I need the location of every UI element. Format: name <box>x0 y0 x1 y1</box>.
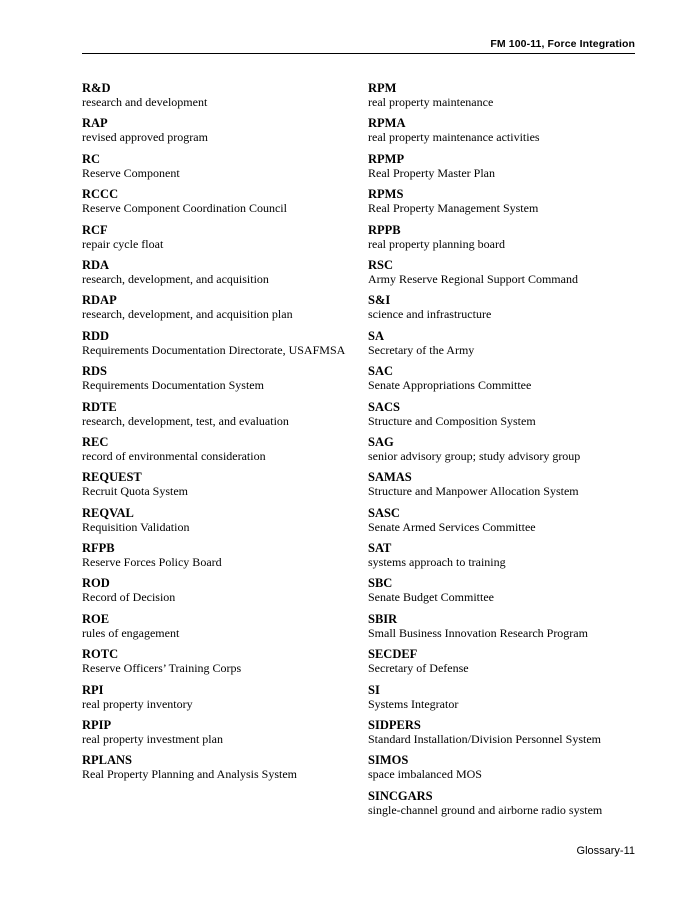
glossary-entry <box>368 647 638 682</box>
glossary-definition: real property inventory <box>82 696 193 711</box>
glossary-definition: Reserve Component <box>82 165 180 180</box>
glossary-term: SBC <box>368 576 393 591</box>
glossary-entry <box>82 718 352 753</box>
glossary-definition: research, development, test, and evaluation <box>82 413 289 428</box>
glossary-term: RDS <box>82 364 108 379</box>
glossary-entry <box>82 435 352 470</box>
glossary-entry <box>82 329 352 364</box>
glossary-definition: Recruit Quota System <box>82 484 188 499</box>
glossary-definition: real property maintenance <box>368 95 494 109</box>
glossary-entry <box>368 187 638 222</box>
glossary-term: RPPB <box>368 222 401 237</box>
glossary-definition: real property investment plan <box>82 732 223 747</box>
glossary-term: RDTE <box>82 399 117 414</box>
glossary-term: ROE <box>82 611 110 626</box>
header-rule <box>82 53 635 54</box>
glossary-definition: record of environmental consideration <box>82 448 266 463</box>
glossary-definition: Record of Decision <box>82 590 176 605</box>
glossary-entry <box>82 506 352 541</box>
glossary-definition: Secretary of the Army <box>368 342 475 357</box>
glossary-entry <box>82 152 352 187</box>
glossary-definition: Real Property Master Plan <box>368 165 495 180</box>
glossary-definition: real property planning board <box>368 236 505 251</box>
glossary-term: SAT <box>368 541 392 556</box>
glossary-entry <box>82 576 352 611</box>
glossary-entry <box>368 364 638 399</box>
glossary-definition: rules of engagement <box>82 625 180 640</box>
glossary-entry <box>82 647 352 682</box>
glossary-entry <box>368 541 638 576</box>
glossary-definition: Requisition Validation <box>82 519 190 534</box>
glossary-definition: research, development, and acquisition <box>82 271 269 286</box>
glossary-entry <box>82 223 352 258</box>
glossary-entry <box>82 753 352 788</box>
glossary-definition: Senate Armed Services Committee <box>368 519 536 534</box>
glossary-term: SA <box>368 328 384 343</box>
glossary-term: RPMA <box>368 116 406 131</box>
glossary-definition: Real Property Planning and Analysis System <box>82 767 297 782</box>
glossary-term: RDA <box>82 257 110 272</box>
glossary-entry <box>82 187 352 222</box>
glossary-term: RC <box>82 151 101 166</box>
glossary-definition: revised approved program <box>82 130 208 145</box>
glossary-entry <box>368 506 638 541</box>
page-header-title: FM 100-11, Force Integration <box>490 38 635 50</box>
glossary-term: RSC <box>368 257 394 272</box>
glossary-entry <box>368 789 638 824</box>
glossary-term: SASC <box>368 505 400 520</box>
glossary-entry <box>368 152 638 187</box>
glossary-term: ROD <box>82 576 110 591</box>
glossary-term: SBIR <box>368 611 398 626</box>
glossary-left-column <box>82 81 352 789</box>
glossary-term: RPMS <box>368 187 404 202</box>
glossary-entry <box>368 576 638 611</box>
glossary-right-column <box>368 81 638 824</box>
glossary-term: REQVAL <box>82 505 134 520</box>
glossary-term: SECDEF <box>368 647 418 662</box>
glossary-definition: Standard Installation/Division Personnel System <box>368 732 601 747</box>
glossary-definition: Systems Integrator <box>368 696 459 711</box>
glossary-definition: research and development <box>82 95 208 109</box>
glossary-term: SIDPERS <box>368 718 421 733</box>
glossary-definition: Small Business Innovation Research Program <box>368 625 588 640</box>
glossary-definition: senior advisory group; study advisory group <box>368 448 581 463</box>
glossary-entry <box>368 293 638 328</box>
glossary-entry <box>368 683 638 718</box>
glossary-term: RDAP <box>82 293 117 308</box>
glossary-entry <box>368 718 638 753</box>
glossary-term: SI <box>368 682 380 697</box>
glossary-entry <box>368 435 638 470</box>
glossary-entry <box>82 293 352 328</box>
glossary-term: REQUEST <box>82 470 142 485</box>
glossary-definition: Senate Appropriations Committee <box>368 378 532 393</box>
glossary-term: SINCGARS <box>368 788 433 803</box>
glossary-definition: systems approach to training <box>368 555 506 570</box>
glossary-entry <box>368 753 638 788</box>
glossary-term: RAP <box>82 116 108 131</box>
glossary-entry <box>82 400 352 435</box>
glossary-definition: real property maintenance activities <box>368 130 540 145</box>
glossary-entry <box>368 258 638 293</box>
glossary-entry <box>82 81 352 116</box>
glossary-term: SIMOS <box>368 753 409 768</box>
glossary-entry <box>368 116 638 151</box>
glossary-definition: Real Property Management System <box>368 201 539 216</box>
glossary-definition: repair cycle float <box>82 236 164 251</box>
glossary-entry <box>368 223 638 258</box>
glossary-term: S&I <box>368 293 391 308</box>
glossary-definition: Requirements Documentation System <box>82 378 264 393</box>
glossary-term: REC <box>82 434 109 449</box>
glossary-term: RDD <box>82 328 110 343</box>
glossary-definition: Structure and Manpower Allocation System <box>368 484 579 499</box>
glossary-term: SAG <box>368 434 394 449</box>
glossary-entry <box>82 612 352 647</box>
glossary-term: RCF <box>82 222 108 237</box>
glossary-definition: Army Reserve Regional Support Command <box>368 271 578 286</box>
glossary-definition: science and infrastructure <box>368 307 492 322</box>
glossary-entry <box>82 541 352 576</box>
glossary-entry <box>82 683 352 718</box>
glossary-term: RPM <box>368 81 397 95</box>
glossary-entry <box>82 470 352 505</box>
glossary-definition: research, development, and acquisition plan <box>82 307 293 322</box>
page-footer-number: Glossary-11 <box>576 845 635 857</box>
glossary-term: RPI <box>82 682 104 697</box>
glossary-definition: single-channel ground and airborne radio system <box>368 802 603 817</box>
glossary-term: RFPB <box>82 541 115 556</box>
glossary-definition: space imbalanced MOS <box>368 767 482 782</box>
glossary-definition: Requirements Documentation Directorate, USAFMSA <box>82 342 346 357</box>
glossary-definition: Secretary of Defense <box>368 661 469 676</box>
glossary-entry <box>368 329 638 364</box>
glossary-entry <box>368 400 638 435</box>
glossary-definition: Reserve Officers’ Training Corps <box>82 661 242 676</box>
glossary-term: R&D <box>82 81 111 95</box>
glossary-term: RPMP <box>368 151 405 166</box>
glossary-term: RPLANS <box>82 753 133 768</box>
glossary-definition: Reserve Component Coordination Council <box>82 201 287 216</box>
glossary-entry <box>368 470 638 505</box>
glossary-term: RPIP <box>82 718 112 733</box>
glossary-entry <box>82 258 352 293</box>
glossary-definition: Reserve Forces Policy Board <box>82 555 222 570</box>
glossary-definition: Senate Budget Committee <box>368 590 494 605</box>
glossary-definition: Structure and Composition System <box>368 413 536 428</box>
glossary-term: RCCC <box>82 187 119 202</box>
glossary-entry <box>368 612 638 647</box>
glossary-entry <box>82 364 352 399</box>
glossary-term: ROTC <box>82 647 119 662</box>
glossary-term: SAMAS <box>368 470 412 485</box>
glossary-term: SAC <box>368 364 394 379</box>
glossary-term: SACS <box>368 399 400 414</box>
glossary-entry <box>368 81 638 116</box>
glossary-entry <box>82 116 352 151</box>
